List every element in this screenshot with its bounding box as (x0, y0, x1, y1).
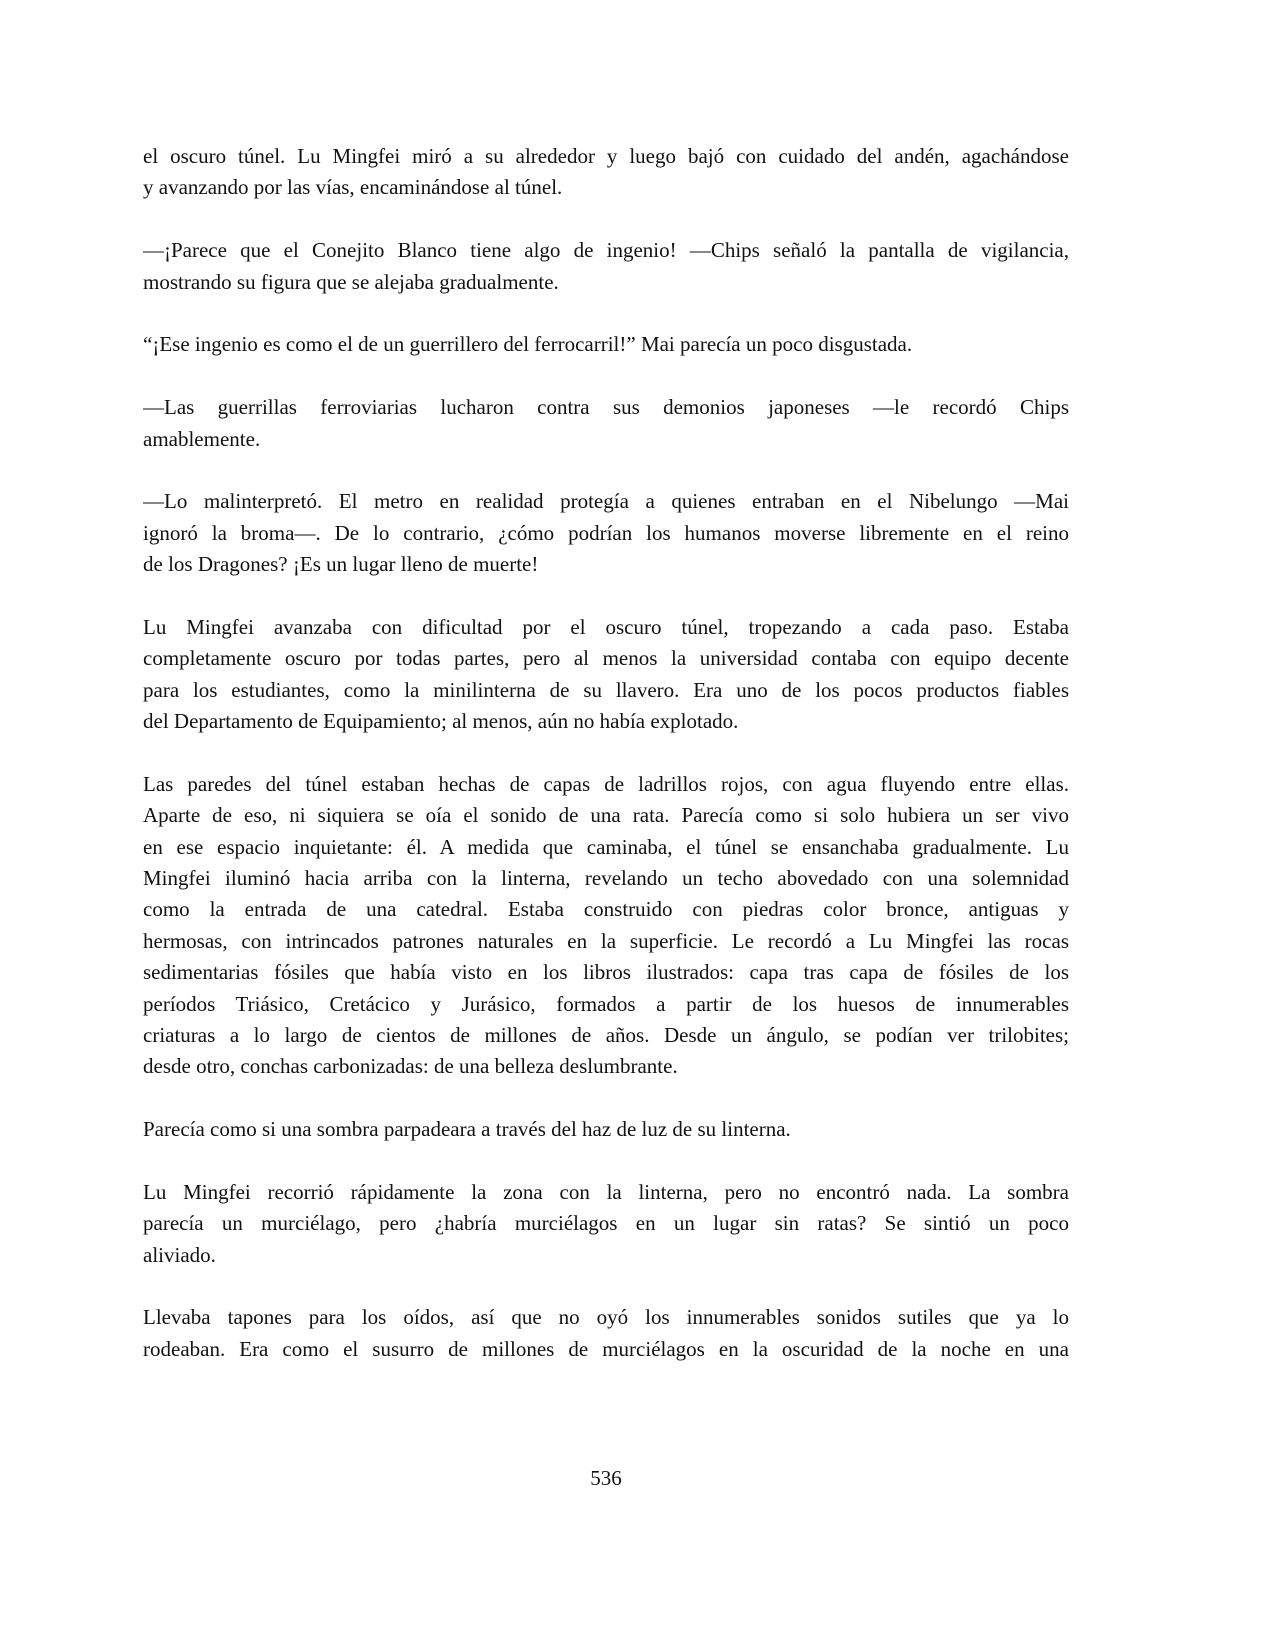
text-line: parecía un murciélago, pero ¿habría murciélagos en un lugar sin ratas? Se sintió un poco (143, 1211, 1069, 1236)
text-line: Llevaba tapones para los oídos, así que no oyó los innumerables sonidos sutiles que ya lo (143, 1305, 1069, 1330)
text-line: hermosas, con intrincados patrones naturales en la superficie. Le recordó a Lu Mingfei las rocas (143, 928, 1069, 953)
text-line: de los Dragones? ¡Es un lugar lleno de muerte! (143, 552, 539, 577)
text-line: amablemente. (143, 426, 261, 451)
text-line: —Las guerrillas ferroviarias lucharon contra sus demonios japoneses —le recordó Chips (143, 395, 1069, 420)
text-line: completamente oscuro por todas partes, pero al menos la universidad contaba con equipo decente (143, 646, 1069, 671)
text-line: períodos Triásico, Cretácico y Jurásico, formados a partir de los huesos de innumerables (143, 991, 1069, 1016)
paragraph (143, 329, 1069, 360)
page-body (143, 141, 1069, 1397)
text-line: sedimentarias fósiles que había visto en los libros ilustrados: capa tras capa de fósiles de los (143, 960, 1069, 985)
paragraph (143, 1114, 1069, 1145)
text-line: —Lo malinterpretó. El metro en realidad protegía a quienes entraban en el Nibelungo —Mai (143, 489, 1069, 514)
text-line: Las paredes del túnel estaban hechas de capas de ladrillos rojos, con agua fluyendo entre ellas. (143, 771, 1069, 796)
text-line: y avanzando por las vías, encaminándose al túnel. (143, 175, 563, 200)
text-line: Lu Mingfei avanzaba con dificultad por el oscuro túnel, tropezando a cada paso. Estaba (143, 614, 1069, 639)
text-line: el oscuro túnel. Lu Mingfei miró a su alrededor y luego bajó con cuidado del andén, agachándose (143, 144, 1069, 168)
paragraph (143, 486, 1069, 580)
text-line: aliviado. (143, 1242, 216, 1267)
text-line: Lu Mingfei recorrió rápidamente la zona con la linterna, pero no encontró nada. La sombra (143, 1179, 1069, 1204)
text-line: mostrando su figura que se alejaba gradualmente. (143, 269, 559, 294)
paragraph (143, 769, 1069, 1083)
paragraph (143, 1177, 1069, 1271)
text-line: Mingfei iluminó hacia arriba con la linterna, revelando un techo abovedado con una solemnidad (143, 865, 1069, 890)
page-number: 536 (590, 1466, 622, 1490)
text-line: ignoró la broma—. De lo contrario, ¿cómo podrían los humanos moverse libremente en el reino (143, 520, 1069, 545)
paragraph (143, 235, 1069, 298)
text-line: rodeaban. Era como el susurro de millones de murciélagos en la oscuridad de la noche en una (143, 1336, 1069, 1361)
paragraph (143, 141, 1069, 204)
text-line: del Departamento de Equipamiento; al menos, aún no había explotado. (143, 709, 739, 734)
paragraph (143, 612, 1069, 738)
text-line: —¡Parece que el Conejito Blanco tiene algo de ingenio! —Chips señaló la pantalla de vigilancia, (143, 238, 1069, 263)
text-line: Parecía como si una sombra parpadeara a través del haz de luz de su linterna. (143, 1117, 791, 1142)
paragraph (143, 392, 1069, 455)
text-line: desde otro, conchas carbonizadas: de una belleza deslumbrante. (143, 1054, 678, 1079)
paragraph (143, 1302, 1069, 1365)
text-line: “¡Ese ingenio es como el de un guerrillero del ferrocarril!” Mai parecía un poco disgustada. (143, 332, 913, 357)
text-line: para los estudiantes, como la minilinterna de su llavero. Era uno de los pocos productos fiables (143, 677, 1069, 702)
text-line: como la entrada de una catedral. Estaba construido con piedras color bronce, antiguas y (143, 897, 1069, 922)
text-line: criaturas a lo largo de cientos de millones de años. Desde un ángulo, se podían ver trilobites; (143, 1022, 1069, 1047)
text-line: en ese espacio inquietante: él. A medida que caminaba, el túnel se ensanchaba gradualmente. Lu (143, 834, 1069, 859)
text-line: Aparte de eso, ni siquiera se oía el sonido de una rata. Parecía como si solo hubiera un ser vivo (143, 803, 1069, 828)
